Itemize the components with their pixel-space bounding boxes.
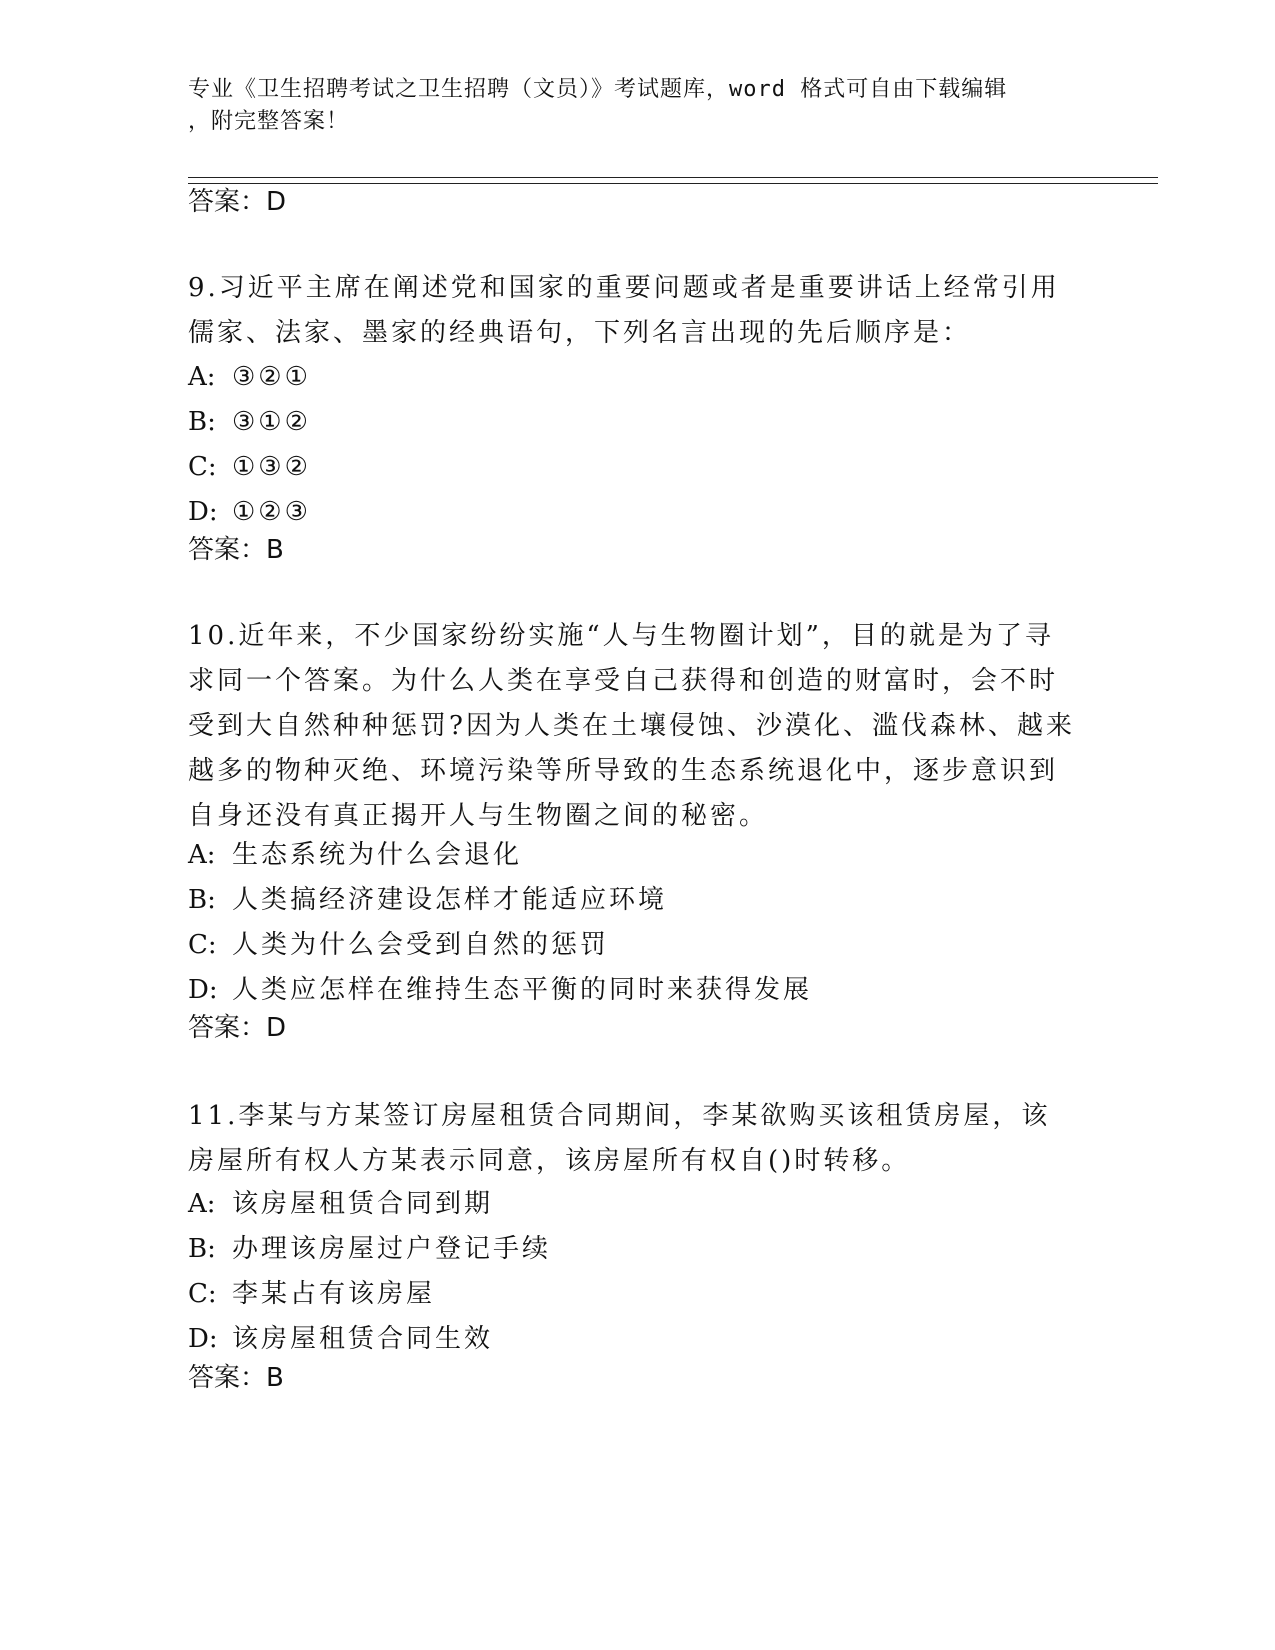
option-key: D: xyxy=(188,975,218,1005)
question-9-answer: 答案：B xyxy=(188,535,284,565)
question-11-option-a xyxy=(188,1182,1078,1227)
option-text: 人类为什么会受到自然的惩罚 xyxy=(232,930,610,960)
option-text: 办理该房屋过户登记手续 xyxy=(232,1234,552,1264)
option-text: ③②① xyxy=(232,362,311,392)
option-text: 该房屋租赁合同生效 xyxy=(232,1324,494,1354)
header-line-1: 专业《卫生招聘考试之卫生招聘（文员）》考试题库，word 格式可自由下载编辑 xyxy=(188,77,1008,102)
question-11-answer: 答案：B xyxy=(188,1363,284,1393)
question-10-option-b xyxy=(188,878,1078,923)
question-9-options xyxy=(188,355,1078,535)
option-text: 李某占有该房屋 xyxy=(232,1279,436,1309)
option-key: D: xyxy=(188,497,218,527)
option-text: ③①② xyxy=(232,407,311,437)
question-11-stem: 11.李某与方某签订房屋租赁合同期间，李某欲购买该租赁房屋，该房屋所有权人方某表示同意，该房屋所有权自()时转移。 xyxy=(188,1101,1051,1176)
question-10-option-c xyxy=(188,923,1078,968)
option-key: C: xyxy=(188,452,217,482)
option-key: C: xyxy=(188,1279,217,1309)
document-header xyxy=(188,74,1068,138)
question-9-option-d xyxy=(188,490,1078,535)
question-10-options xyxy=(188,833,1078,1013)
question-9-stem: 9.习近平主席在阐述党和国家的重要问题或者是重要讲话上经常引用儒家、法家、墨家的经典语句，下列名言出现的先后顺序是： xyxy=(188,273,1060,348)
option-text: 该房屋租赁合同到期 xyxy=(232,1189,494,1219)
question-11-option-d xyxy=(188,1317,1078,1362)
question-10-stem: 10.近年来，不少国家纷纷实施“人与生物圈计划”，目的就是为了寻求同一个答案。为什么人类在享受自己获得和创造的财富时，会不时受到大自然种种惩罚?因为人类在土壤侵蚀、沙漠化、滥伐森林、越来越多的物种灭绝、环境污染等所导致的生态系统退化中，逐步意识到自身还没有真正揭开人与生物圈之间的秘密。 xyxy=(188,621,1075,831)
option-key: A: xyxy=(188,840,216,870)
header-divider-top xyxy=(188,177,1158,178)
header-divider-bottom xyxy=(188,183,1158,184)
option-text: ①③② xyxy=(232,452,311,482)
option-text: 生态系统为什么会退化 xyxy=(232,840,523,870)
question-10-option-d xyxy=(188,968,1078,1013)
question-11-option-b xyxy=(188,1227,1078,1272)
header-line-2: ，附完整答案！ xyxy=(188,109,350,134)
option-key: C: xyxy=(188,930,217,960)
answer-previous-question: 答案：D xyxy=(188,187,287,217)
question-9-option-b xyxy=(188,400,1078,445)
question-10-option-a xyxy=(188,833,1078,878)
question-9-option-c xyxy=(188,445,1078,490)
option-key: B: xyxy=(188,885,216,915)
question-9-option-a xyxy=(188,355,1078,400)
option-text: ①②③ xyxy=(232,497,311,527)
option-key: A: xyxy=(188,1189,216,1219)
option-key: B: xyxy=(188,407,216,437)
option-text: 人类应怎样在维持生态平衡的同时来获得发展 xyxy=(232,975,813,1005)
option-key: B: xyxy=(188,1234,216,1264)
question-11-options xyxy=(188,1182,1078,1362)
option-key: A: xyxy=(188,362,216,392)
question-10-answer: 答案：D xyxy=(188,1013,287,1043)
question-11-option-c xyxy=(188,1272,1078,1317)
option-text: 人类搞经济建设怎样才能适应环境 xyxy=(232,885,668,915)
option-key: D: xyxy=(188,1324,218,1354)
